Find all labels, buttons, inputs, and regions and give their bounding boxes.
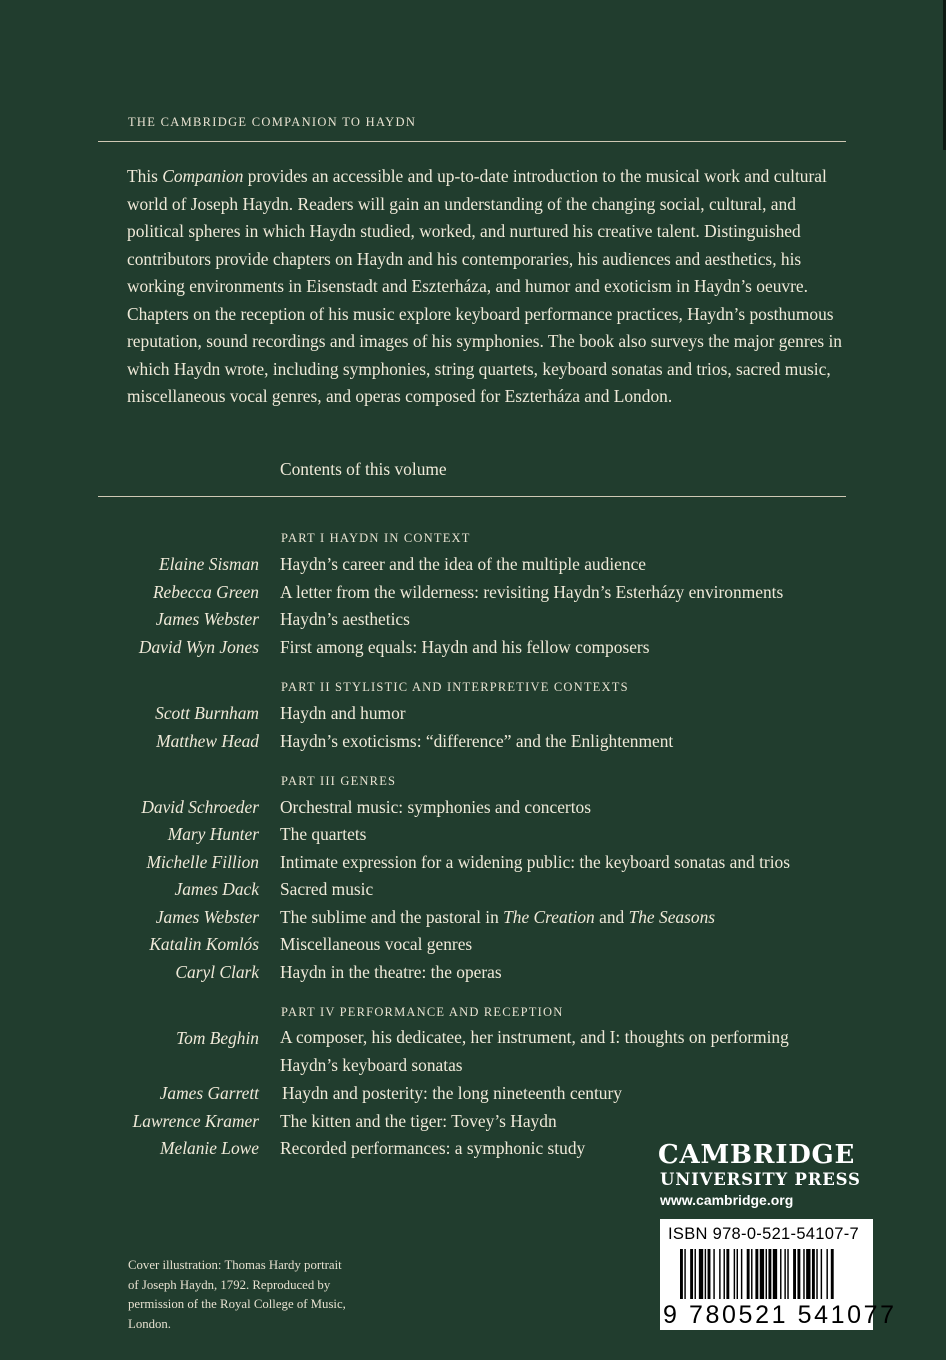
chapter-title: Haydn and posterity: the long nineteenth century [282, 1083, 622, 1103]
chapter-author: Michelle Fillion [146, 852, 259, 872]
chapter-title: The quartets [280, 824, 367, 844]
part-heading: PART I HAYDN IN CONTEXT [281, 531, 471, 545]
isbn-barcode [660, 1219, 897, 1330]
chapter-title [280, 907, 715, 928]
blurb-text: provides an accessible and up-to-date introduction to the musical work and cultural world of Joseph Haydn. Readers will gain an understanding of the changing social, cultural, and political spheres in which Haydn studied, worked, and nurtured his creative talent. Distinguished contributors provide chapters on Haydn and his contemporaries, his audiences and aesthetics, his working environments in Eisenstadt and Eszterháza, and humor and exoticism in Haydn’s oeuvre. Chapters on the reception of his music explore keyboard performance practices, Haydn’s posthumous reputation, sound recordings and images of his symphonies. The book also surveys the major genres in which Haydn wrote, including symphonies, string quartets, keyboard sonatas and trios, sacred music, miscellaneous vocal genres, and operas composed for Eszterháza and London. [127, 166, 842, 406]
barcode-bar [787, 1249, 788, 1299]
barcode-bar [705, 1249, 706, 1299]
barcode-bar [695, 1249, 696, 1299]
chapter-author: James Garrett [159, 1083, 259, 1103]
barcode-digits: 9 780521 541077 [663, 1301, 897, 1329]
barcode-bar [784, 1249, 785, 1299]
barcode-bar [797, 1249, 800, 1299]
barcode-bar [708, 1249, 711, 1299]
chapter-title: Haydn and humor [280, 703, 406, 723]
chapter-author: Matthew Head [156, 731, 259, 751]
barcode-bar [751, 1249, 752, 1299]
chapter-author: Scott Burnham [155, 703, 259, 723]
barcode-bar [724, 1249, 725, 1299]
barcode-bar [713, 1249, 714, 1299]
chapter-title: A letter from the wilderness: revisiting Haydn’s Esterházy environments [280, 582, 784, 602]
barcode-bar [741, 1249, 742, 1299]
chapter-author: Tom Beghin [176, 1028, 259, 1048]
chapter-title: Miscellaneous vocal genres [280, 934, 473, 954]
chapter-author: David Schroeder [141, 797, 259, 817]
publisher-logo [658, 1140, 872, 1210]
part-heading: PART IV PERFORMANCE AND RECEPTION [281, 1005, 564, 1019]
series-title: THE CAMBRIDGE COMPANION TO HAYDN [128, 115, 417, 129]
barcode-bar [768, 1249, 771, 1299]
title-italic: The Creation [503, 907, 595, 927]
barcode-bar [812, 1249, 815, 1299]
chapter-author: Lawrence Kramer [132, 1111, 259, 1131]
blurb-lead: This [127, 166, 163, 186]
top-divider [98, 141, 846, 142]
chapter-author: Mary Hunter [167, 824, 259, 844]
chapter-title: Haydn in the theatre: the operas [280, 962, 502, 982]
title-italic: The Seasons [628, 907, 716, 927]
barcode-bar [737, 1249, 738, 1299]
barcode-bar [793, 1249, 796, 1299]
title-part: and [594, 907, 629, 927]
chapter-title: Haydn’s career and the idea of the multiple audience [280, 554, 647, 574]
barcode-bar [719, 1249, 720, 1299]
barcode-bar [780, 1249, 781, 1299]
chapter-title: The kitten and the tiger: Tovey’s Haydn [280, 1111, 557, 1131]
barcode-bar [726, 1249, 729, 1299]
chapter-author: Rebecca Green [152, 582, 259, 602]
barcode-bar [734, 1249, 735, 1299]
chapter-author: Elaine Sisman [159, 554, 259, 574]
part-heading: PART II STYLISTIC AND INTERPRETIVE CONTEXTS [281, 680, 629, 694]
part-heading: PART III GENRES [281, 774, 397, 788]
barcode-bar [806, 1249, 810, 1299]
barcode-bar [831, 1249, 834, 1299]
barcode-bar [684, 1249, 685, 1299]
contents-heading: Contents of this volume [280, 459, 447, 479]
barcode-bar [699, 1249, 703, 1299]
chapter-title: Intimate expression for a widening public: the keyboard sonatas and trios [280, 852, 790, 872]
chapter-title: First among equals: Haydn and his fellow composers [280, 637, 650, 657]
barcode-bar [690, 1249, 693, 1299]
chapter-title: A composer, his dedicatee, her instrument, and I: thoughts on performing Haydn’s keyboard sonatas [280, 1027, 789, 1075]
publisher-subtitle: UNIVERSITY PRESS [660, 1170, 861, 1189]
barcode-bar [766, 1249, 767, 1299]
barcode-bar [803, 1249, 804, 1299]
chapter-title: Sacred music [280, 879, 374, 899]
barcode-bar [821, 1249, 822, 1299]
title-part: The sublime and the pastoral in [280, 907, 504, 927]
chapter-title: Recorded performances: a symphonic study [280, 1138, 586, 1158]
chapter-author: James Webster [155, 907, 259, 927]
chapter-title: Haydn’s aesthetics [280, 609, 410, 629]
chapter-author: Katalin Komlós [149, 934, 259, 954]
chapter-author: David Wyn Jones [138, 637, 259, 657]
barcode-bar [755, 1249, 758, 1299]
chapter-title: Haydn’s exoticisms: “difference” and the Enlightenment [280, 731, 674, 751]
book-description [127, 163, 842, 411]
publisher-name: CAMBRIDGE [658, 1140, 856, 1170]
cover-credit: Cover illustration: Thomas Hardy portrait of Joseph Haydn, 1792. Reproduced by permission of the Royal College of Music, London. [128, 1258, 346, 1331]
barcode-bar [816, 1249, 817, 1299]
barcode-bar [747, 1249, 750, 1299]
chapter-title: Orchestral music: symphonies and concertos [280, 797, 592, 817]
blurb-italic: Companion [162, 166, 244, 186]
isbn-label: ISBN 978-0-521-54107-7 [668, 1225, 859, 1243]
contents-divider [98, 496, 846, 497]
chapter-author: James Dack [174, 879, 259, 899]
barcode-bar [826, 1249, 827, 1299]
chapter-author: James Webster [155, 609, 259, 629]
chapter-author: Melanie Lowe [159, 1138, 259, 1158]
barcode-bar [773, 1249, 777, 1299]
barcode-bar [760, 1249, 764, 1299]
chapter-author: Caryl Clark [175, 962, 259, 982]
barcode-bar [680, 1249, 683, 1299]
publisher-url: www.cambridge.org [660, 1192, 794, 1208]
